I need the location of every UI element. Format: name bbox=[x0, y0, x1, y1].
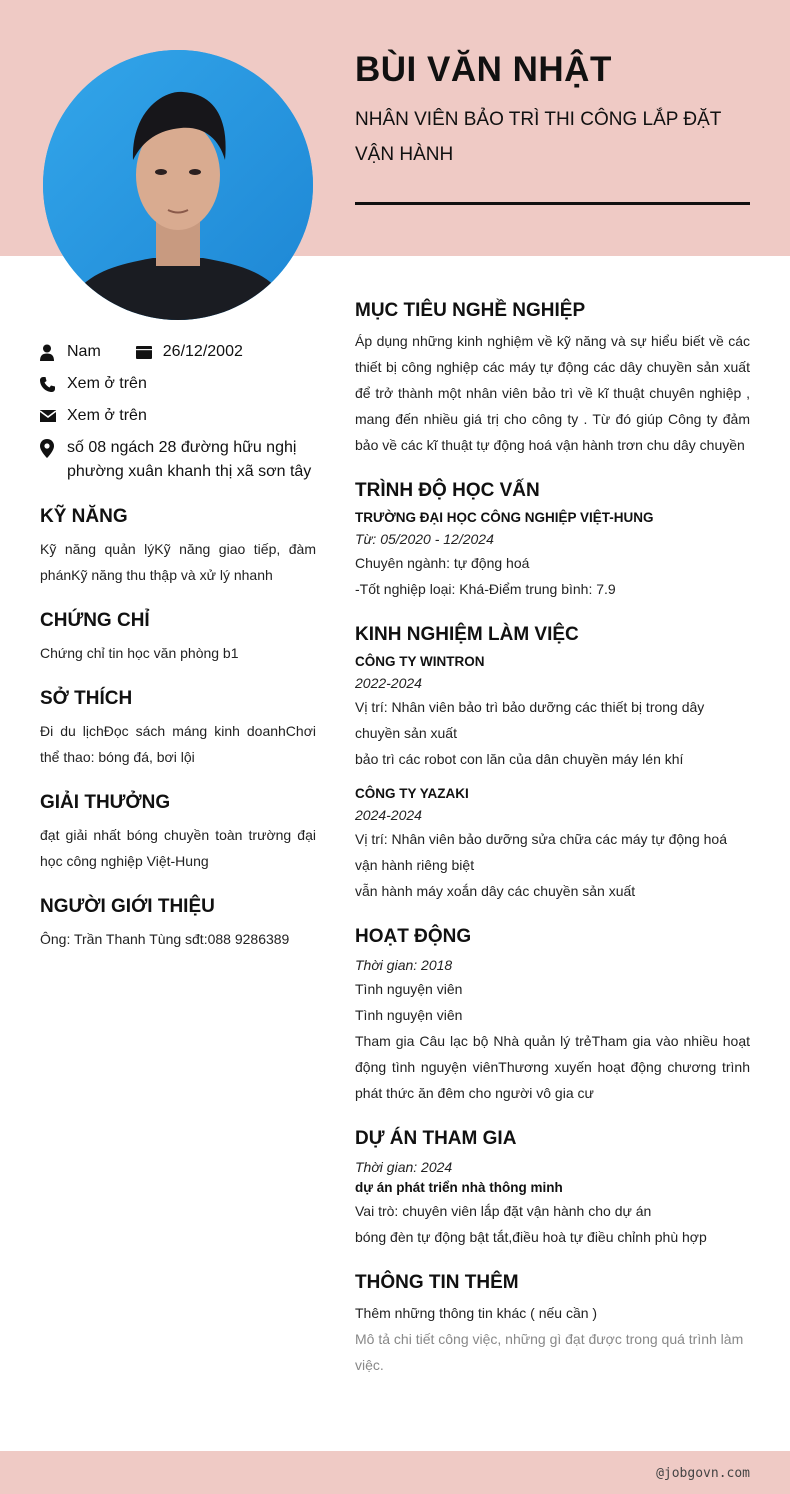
certificates-title: CHỨNG CHỈ bbox=[40, 610, 150, 631]
candidate-name: BÙI VĂN NHẬT bbox=[355, 50, 612, 89]
experience-line: vẫn hành máy xoắn dây các chuyền sản xuất bbox=[355, 883, 636, 899]
gender-cell bbox=[40, 340, 101, 364]
phone-icon bbox=[40, 372, 67, 396]
address-value: số 08 ngách 28 đường hữu nghị phường xuân khanh thị xã sơn tây bbox=[67, 439, 312, 480]
references-title: NGƯỜI GIỚI THIỆU bbox=[40, 896, 215, 917]
activities-title: HOẠT ĐỘNG bbox=[355, 926, 472, 947]
objective-section bbox=[355, 300, 750, 458]
right-column bbox=[355, 300, 750, 1400]
experience-period: 2022-2024 bbox=[355, 675, 422, 691]
project-line: Vai trò: chuyên viên lắp đặt vận hành cho dự án bbox=[355, 1203, 652, 1219]
gender-value: Nam bbox=[67, 343, 101, 360]
project-name: dự án phát triển nhà thông minh bbox=[355, 1180, 563, 1195]
job-title: NHÂN VIÊN BẢO TRÌ THI CÔNG LẮP ĐẶT VẬN HÀNH bbox=[355, 109, 722, 165]
hobbies-text: Đi du lịchĐọc sách máng kinh doanhChơi thể thao: bóng đá, bơi lội bbox=[40, 723, 316, 765]
skills-title: KỸ NĂNG bbox=[40, 506, 128, 527]
project-period: Thời gian: 2024 bbox=[355, 1159, 453, 1175]
skills-text: Kỹ năng quản lýKỹ năng giao tiếp, đàm phánKỹ năng thu thập và xử lý nhanh bbox=[40, 541, 316, 583]
projects-title: DỰ ÁN THAM GIA bbox=[355, 1128, 517, 1149]
education-title: TRÌNH ĐỘ HỌC VẤN bbox=[355, 480, 540, 501]
certificates-text: Chứng chỉ tin học văn phòng b1 bbox=[40, 645, 239, 661]
hobbies-title: SỞ THÍCH bbox=[40, 688, 133, 709]
left-column bbox=[40, 340, 316, 952]
avatar bbox=[43, 50, 313, 320]
school-name: TRƯỜNG ĐẠI HỌC CÔNG NGHIỆP VIỆT-HUNG bbox=[355, 510, 654, 525]
education-period: Từ: 05/2020 - 12/2024 bbox=[355, 531, 494, 547]
activities-line: Tình nguyện viên bbox=[355, 1007, 463, 1023]
footer-watermark: @jobgovn.com bbox=[656, 1466, 750, 1481]
experience-section bbox=[355, 624, 750, 904]
education-line: -Tốt nghiệp loại: Khá-Điểm trung bình: 7.9 bbox=[355, 581, 616, 597]
project-line: bóng đèn tự động bật tắt,điều hoà tự điều chỉnh phù hợp bbox=[355, 1229, 707, 1245]
contact-row-phone bbox=[40, 372, 316, 396]
contact-row-email bbox=[40, 404, 316, 428]
education-section bbox=[355, 480, 750, 602]
experience-item bbox=[355, 784, 750, 904]
extra-title: THÔNG TIN THÊM bbox=[355, 1272, 519, 1293]
birthdate-value: 26/12/2002 bbox=[162, 343, 243, 360]
awards-text: đạt giải nhất bóng chuyền toàn trường đại học công nghiệp Việt-Hung bbox=[40, 827, 316, 869]
extra-section bbox=[355, 1272, 750, 1378]
email-value: Xem ở trên bbox=[67, 407, 147, 424]
phone-value: Xem ở trên bbox=[67, 375, 147, 392]
experience-period: 2024-2024 bbox=[355, 807, 422, 823]
contact-row-basic bbox=[40, 340, 316, 364]
projects-section bbox=[355, 1128, 750, 1250]
title-divider bbox=[355, 202, 750, 205]
objective-title: MỤC TIÊU NGHỀ NGHIỆP bbox=[355, 300, 586, 321]
birthdate-cell bbox=[136, 340, 243, 364]
mail-icon bbox=[40, 404, 67, 428]
activities-section bbox=[355, 926, 750, 1106]
activities-line: Tình nguyện viên bbox=[355, 981, 463, 997]
extra-hint: Mô tả chi tiết công việc, những gì đạt được trong quá trình làm việc. bbox=[355, 1331, 744, 1373]
objective-text: Áp dụng những kinh nghiệm về kỹ năng và sự hiểu biết về các thiết bị công nghiệp các máy tự động các dây chuyền sản xuất để trở thành một nhân viên bảo trì về kĩ thuật chuyên nghiệp , mang đến nhiều giá trị cho công ty . Từ đó giúp Công ty đảm bảo về các kĩ thuật tự động hoá vận hành trơn chu dây chuyền bbox=[355, 333, 750, 453]
person-icon bbox=[40, 340, 67, 364]
experience-title: KINH NGHIỆM LÀM VIỆC bbox=[355, 624, 579, 645]
calendar-icon bbox=[136, 340, 163, 364]
references-text: Ông: Trần Thanh Tùng sđt:088 9286389 bbox=[40, 931, 290, 947]
experience-line: Vị trí: Nhân viên bảo dưỡng sửa chữa các máy tự động hoá vận hành riêng biệt bbox=[355, 831, 727, 873]
company-name: CÔNG TY WINTRON bbox=[355, 654, 485, 669]
profile-photo bbox=[43, 50, 313, 320]
company-name: CÔNG TY YAZAKI bbox=[355, 786, 469, 801]
awards-title: GIẢI THƯỞNG bbox=[40, 792, 171, 813]
activities-period: Thời gian: 2018 bbox=[355, 957, 453, 973]
experience-item bbox=[355, 652, 750, 772]
experience-line: Vị trí: Nhân viên bảo trì bảo dưỡng các thiết bị trong dây chuyền sản xuất bbox=[355, 699, 705, 741]
experience-line: bảo trì các robot con lăn của dân chuyền máy lén khí bbox=[355, 751, 684, 767]
activities-text: Tham gia Câu lạc bộ Nhà quản lý trẻTham gia vào nhiều hoạt động tình nguyện viênThương xuyến hoạt động chương trình phát thức ăn đêm cho người vô gia cư bbox=[355, 1033, 750, 1101]
location-icon bbox=[40, 436, 67, 460]
contact-row-address bbox=[40, 436, 316, 484]
extra-line: Thêm những thông tin khác ( nếu cần ) bbox=[355, 1305, 598, 1321]
education-line: Chuyên ngành: tự động hoá bbox=[355, 555, 530, 571]
